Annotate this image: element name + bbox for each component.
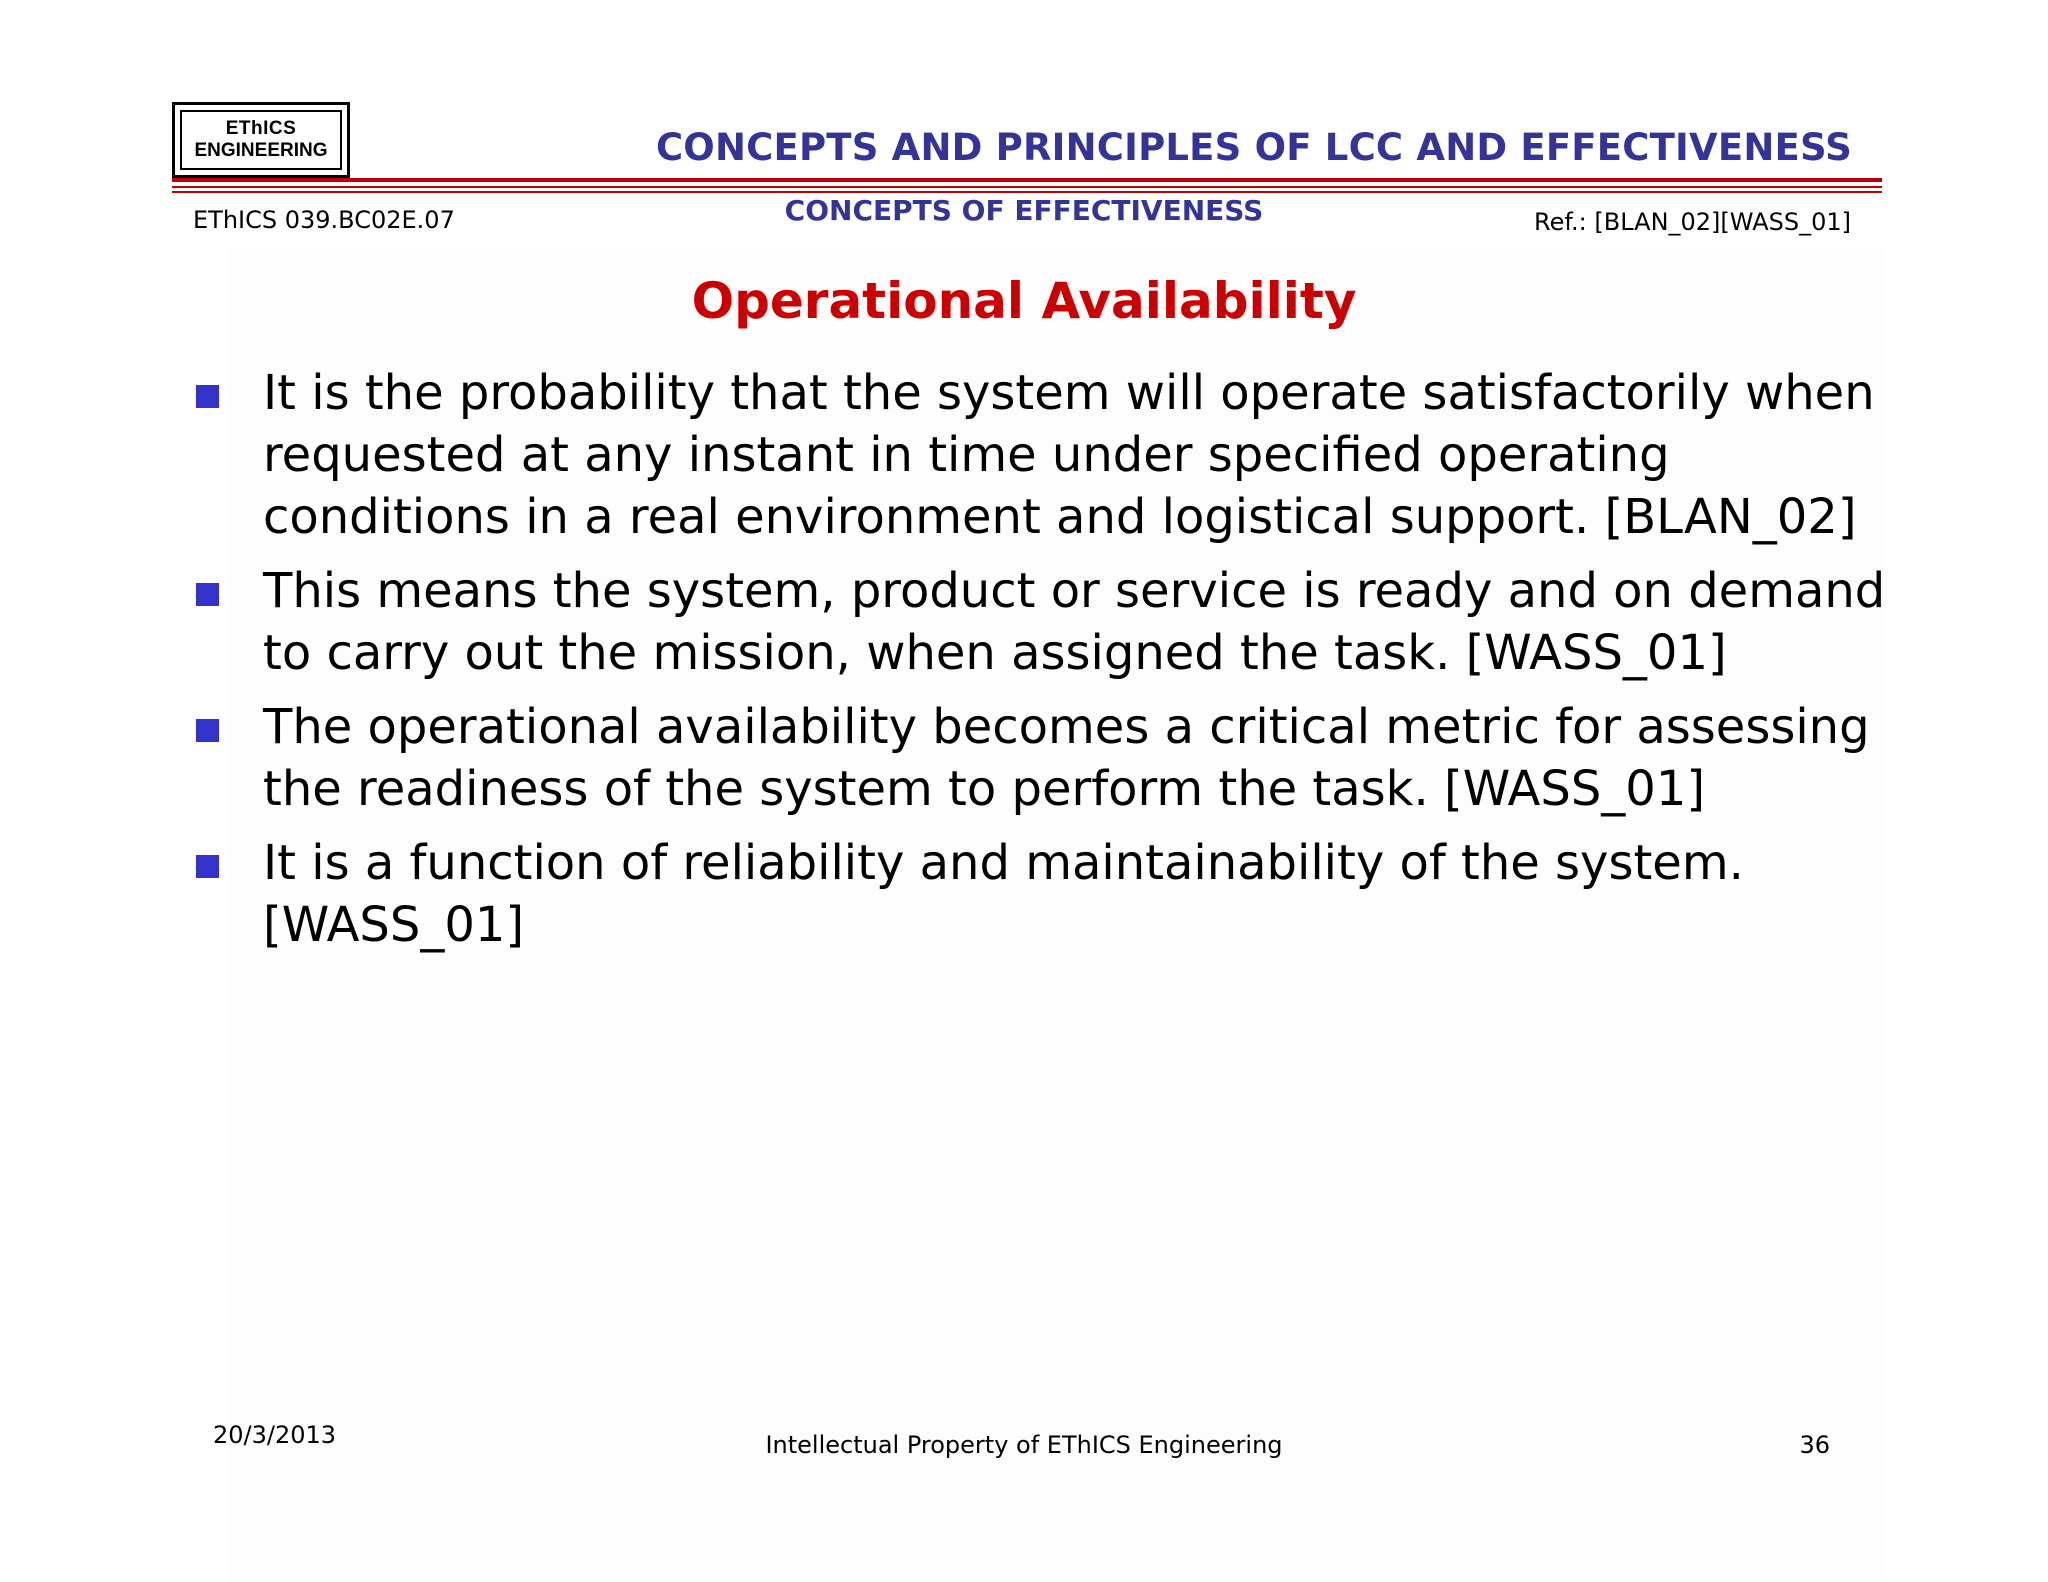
document-code: EThICS 039.BC02E.07 <box>193 206 455 234</box>
square-bullet-icon <box>196 583 219 606</box>
bullet-text: It is a function of reliability and maintainability of the system. [WASS_01] <box>263 835 1744 953</box>
footer-ip-notice: Intellectual Property of EThICS Engineering <box>765 1431 1283 1459</box>
logo-text-engineering: ENGINEERING <box>194 140 328 161</box>
bullet-item <box>196 696 1896 820</box>
square-bullet-icon <box>196 385 219 408</box>
bullet-item <box>196 362 1896 548</box>
bullet-list <box>196 362 1896 968</box>
main-title: CONCEPTS AND PRINCIPLES OF LCC AND EFFECTIVENESS <box>655 126 1852 169</box>
header-rule <box>172 178 1882 182</box>
reference-label: Ref.: [BLAN_02][WASS_01] <box>1533 208 1851 236</box>
footer-date: 20/3/2013 <box>213 1421 337 1449</box>
bullet-text: The operational availability becomes a critical metric for assessing the readiness of the system to perform the task. [WASS_01] <box>263 699 1870 817</box>
bullet-text: It is the probability that the system will operate satisfactorily when requested at any instant in time under specified operating conditions in a real environment and logistical support. [BLAN_02] <box>263 365 1875 545</box>
bullet-text: This means the system, product or service is ready and on demand to carry out the mission, when assigned the task. [WASS_01] <box>263 563 1886 681</box>
bullet-item <box>196 832 1896 956</box>
bullet-item <box>196 560 1896 684</box>
logo-text-ethics: EThICS <box>225 118 297 139</box>
page-number: 36 <box>1799 1431 1830 1459</box>
square-bullet-icon <box>196 719 219 742</box>
logo-inner-frame <box>180 110 342 170</box>
header-rule <box>172 186 1882 188</box>
ethics-engineering-logo <box>172 102 350 178</box>
section-subtitle: CONCEPTS OF EFFECTIVENESS <box>784 194 1264 227</box>
header-rule <box>172 191 1882 193</box>
slide-title: Operational Availability <box>691 272 1357 330</box>
square-bullet-icon <box>196 855 219 878</box>
